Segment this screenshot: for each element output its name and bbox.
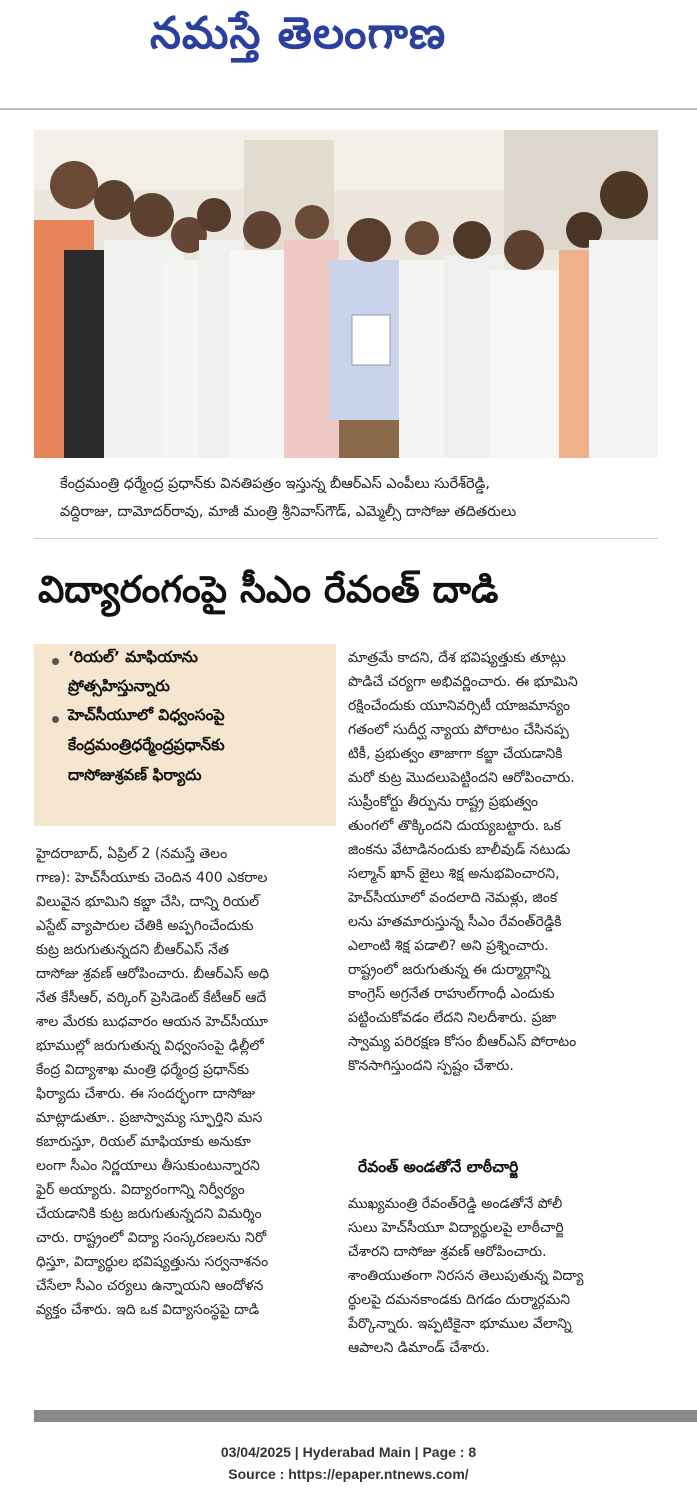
body-line: గతంలో సుదీర్ఘ న్యాయ పోరాటం చేసినప్ప (348, 722, 569, 738)
highlights-box (34, 644, 336, 826)
body-line: లను హతమారుస్తున్న సీఎం రేవంత్‌రెడ్డికి (348, 914, 562, 930)
body-line: ఫైర్ అయ్యారు. విద్యారంగాన్ని నిర్వీర్యం (36, 1182, 245, 1198)
body-line: ఎలాంటి శిక్ష పడాలి? అని ప్రశ్నించారు. (348, 938, 549, 954)
body-line: పేర్కొన్నారు. ఇప్పటికైనా భూముల వేలాన్ని (348, 1316, 572, 1332)
highlight-text: హెచ్‌సీయూలో విధ్వంసంపై (68, 706, 225, 724)
body-line: ముఖ్యమంత్రి రేవంత్‌రెడ్డి అండతోనే పోలీ (348, 1196, 563, 1212)
body-line: ఎస్టేట్ వ్యాపారుల చేతికి అప్పగించేందుకు (36, 918, 254, 934)
article-column-left (36, 842, 336, 1322)
highlight-text: కేంద్రమంత్రిధర్మేంద్రప్రధాన్‌కు (68, 736, 225, 754)
body-line: చేశారని దాసోజు శ్రవణ్ ఆరోపించారు. (348, 1244, 547, 1260)
body-line: పట్టించుకోవడం లేదని నిలదీశారు. ప్రజా (348, 1010, 557, 1026)
bullet-icon (52, 716, 59, 723)
body-line: దాసోజు శ్రవణ్ ఆరోపించారు. బీఆర్‌ఎస్ అధి (36, 966, 270, 982)
body-line: చారు. రాష్ట్రంలో విద్యా సంస్కరణలను నిరో (36, 1230, 267, 1246)
article-column-right (348, 646, 660, 1078)
body-line: స్వామ్య పరిరక్షణ కోసం బీఆర్‌ఎస్ పోరాటం (348, 1034, 577, 1050)
masthead-divider (0, 108, 697, 110)
photo-caption (60, 470, 660, 526)
article-column-right-continued (348, 1192, 660, 1360)
body-line: లంగా సీఎం నిర్ణయాలు తీసుకుంటున్నారని (36, 1158, 260, 1174)
bullet-icon (52, 658, 59, 665)
body-line: సులు హెచ్‌సీయూ విద్యార్థులపై లాఠీచార్జి (348, 1220, 564, 1236)
source-link[interactable]: Source : https://epaper.ntnews.com/ (228, 1466, 469, 1482)
body-line: హైదరాబాద్, ఏప్రిల్ 2 (నమస్తే తెలం (36, 846, 228, 862)
body-line: నేత కేసీఆర్, వర్కింగ్ ప్రెసిడెంట్ కేటీఆర్ ఆదే (36, 990, 267, 1006)
body-line: ఫిర్యాదు చేశారు. ఈ సందర్భంగా దాసోజు (36, 1086, 256, 1102)
body-line: హెచ్‌సీయూలో వందలాది నెమళ్లు, జింక (348, 890, 558, 906)
body-line: సుప్రీంకోర్టు తీర్పును రాష్ట్ర ప్రభుత్వం (348, 794, 538, 810)
body-line: ఆపాలని డిమాండ్ చేశారు. (348, 1340, 490, 1356)
body-line: చేయడానికి కుట్ర జరుగుతున్నదని విమర్శిం (36, 1206, 262, 1222)
newspaper-title: నమస్తే తెలంగాణ (150, 8, 447, 59)
body-line: కబారుస్తూ, రియల్ మాఫియాకు అనుకూ (36, 1134, 251, 1150)
news-photo (34, 130, 658, 458)
edition-dateline: 03/04/2025 | Hyderabad Main | Page : 8 (220, 1444, 477, 1460)
highlight-text: ప్రోత్సహిస్తున్నారు (68, 677, 170, 695)
body-line: మాట్లాడుతూ.. ప్రజాస్వామ్య స్ఫూర్తిని మస (36, 1110, 263, 1126)
body-line: శాల మేరకు బుధవారం ఆయన హెచ్‌సీయూ (36, 1014, 268, 1030)
masthead (0, 0, 697, 100)
body-line: తుంగలో తొక్కిందని దుయ్యబట్టారు. ఒక (348, 818, 561, 834)
footer-divider (34, 1410, 697, 1422)
body-line: కుట్ర జరుగుతున్నదని బీఆర్‌ఎస్ నేత (36, 942, 229, 958)
article-headline: విద్యారంగంపై సీఎం రేవంత్ దాడి (38, 568, 499, 611)
body-line: మరో కుట్ర మొదలుపెట్టిందని ఆరోపించారు. (348, 770, 575, 786)
article-subheading: రేవంత్ అండతోనే లాఠీచార్జి (358, 1158, 519, 1176)
body-line: పొడిచే చర్యగా అభివర్ణించారు. ఈ భూమిని (348, 674, 578, 690)
body-line: విలువైన భూమిని కబ్జా చేసి, దాన్ని రియల్ (36, 894, 260, 910)
body-line: రాష్ట్రంలో జరుగుతున్న ఈ దుర్మార్గాన్ని (348, 962, 550, 978)
body-line: చేసేలా సీఎం చర్యలు ఉన్నాయని ఆందోళన (36, 1278, 264, 1294)
body-line: కాంగ్రెస్ అగ్రనేత రాహుల్‌గాంధీ ఎందుకు (348, 986, 555, 1002)
highlight-text: ‘రియల్’ మాఫియాను (68, 648, 198, 666)
body-line: సల్మాన్ ఖాన్ జైలు శిక్ష అనుభవించారని, (348, 866, 560, 882)
body-line: కొనసాగిస్తుందని స్పష్టం చేశారు. (348, 1058, 514, 1074)
highlight-text: దాసోజుశ్రవణ్ ఫిర్యాదు (68, 766, 202, 784)
caption-line: వద్దిరాజు, దామోదర్‌రావు, మాజీ మంత్రి శ్రీనివాస్‌గౌడ్, ఎమ్మెల్సీ దాసోజు తదితరులు (60, 504, 517, 520)
body-line: భూముల్లో జరుగుతున్న విధ్వంసంపై ఢిల్లీలో (36, 1038, 264, 1054)
body-line: ధిస్తూ, విద్యార్థుల భవిష్యత్తును సర్వనాశనం (36, 1254, 269, 1270)
caption-line: కేంద్రమంత్రి ధర్మేంద్ర ప్రధాన్‌కు వినతిపత్రం ఇస్తున్న బీఆర్‌ఎస్ ఎంపీలు సురేశ్‌రెడ్డి, (60, 476, 490, 492)
body-line: మాత్రమే కాదని, దేశ భవిష్యత్తుకు తూట్లు (348, 650, 566, 666)
body-line: రక్షించేందుకు యూనివర్సిటీ యాజమాన్యం (348, 698, 570, 714)
body-line: గాణ): హెచ్‌సీయూకు చెందిన 400 ఎకరాల (36, 870, 268, 886)
body-line: కేంద్ర విద్యాశాఖ మంత్రి ధర్మేంద్ర ప్రధాన్‌కు (36, 1062, 250, 1078)
headline-divider (34, 538, 658, 539)
body-line: ర్థులపై దమనకాండకు దిగడం దుర్మార్గమని (348, 1292, 571, 1308)
body-line: జింకను వేటాడినందుకు బాలీవుడ్ నటుడు (348, 842, 571, 858)
group-photo-illustration (34, 130, 658, 458)
body-line: టికీ, ప్రభుత్వం తాజాగా కబ్జా చేయడానికి (348, 746, 563, 762)
body-line: శాంతియుతంగా నిరసన తెలుపుతున్న విద్యా (348, 1268, 584, 1284)
body-line: వ్యక్తం చేశారు. ఇది ఒక విద్యాసంస్థపై దాడి (36, 1302, 260, 1318)
